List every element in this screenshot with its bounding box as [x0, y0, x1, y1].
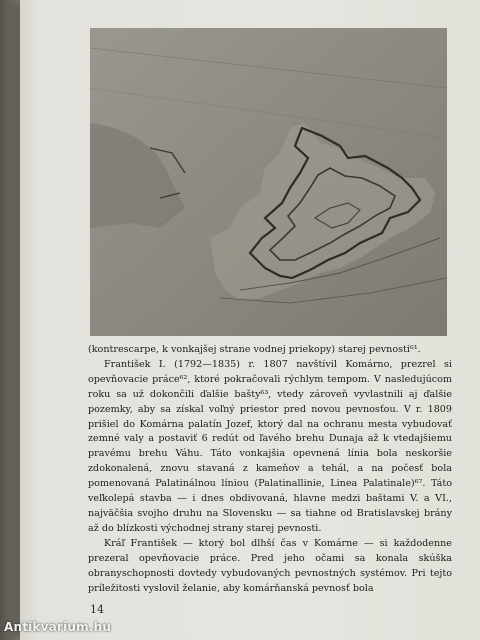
watermark-logo: Antikvarium.hu — [4, 620, 112, 634]
paragraph-2: František I. (1792—1835) r. 1807 navštívil Komárno, prezrel si opevňovacie práce⁶², ktoré pokračovali rýchlym tempom. V nasledujúcom roku sa už dokončili ďalšie bašty⁶³, vtedy zároveň vyvlastnili aj ďalšie pozemky, aby sa získal voľný priestor pred novou pevnosťou. V r. 1809 prišiel do Komárna palatín Jozef, ktorý dal na ochranu mesta vybudovať zemné valy a postaviť 6 redút od ľavého brehu Dunaja až k vtedajšiemu pravému brehu Váhu. Táto vonkajšia opevnená línia bola neskoršie zdokonalená, znovu stavaná z kameňov a tehál, a na počesť bola pomenovaná Palatinálnou líniou (Palatinallinie, Linea Palatinale)⁶⁷. Táto veľkolepá stavba — i dnes obdivovaná, hlavne medzi baštami V. a VI., najväčšia svojho druhu na Slovensku — sa tiahne od Bratislavskej brány až do blízkosti východnej strany starej pevnosti. — [88, 358, 452, 534]
page-number: 14 — [90, 603, 104, 616]
paragraph-1: (kontrescarpe, k vonkajšej strane vodnej priekopy) starej pevnosti⁶¹. — [88, 344, 421, 355]
paragraph-3: Kráľ František — ktorý bol dlhší čas v Komárne — si každodenne prezeral opevňovacie práce. Pred jeho očami sa konala skúška obranyschopnosti dovtedy vybudovaných pevnostných systémov. Pri tejto príležitosti vyslovil želanie, aby komárňanská pevnosť bola — [88, 537, 452, 594]
body-text — [88, 343, 452, 596]
fortress-plan-illustration — [90, 28, 447, 336]
fortress-plan-photo — [90, 28, 447, 336]
